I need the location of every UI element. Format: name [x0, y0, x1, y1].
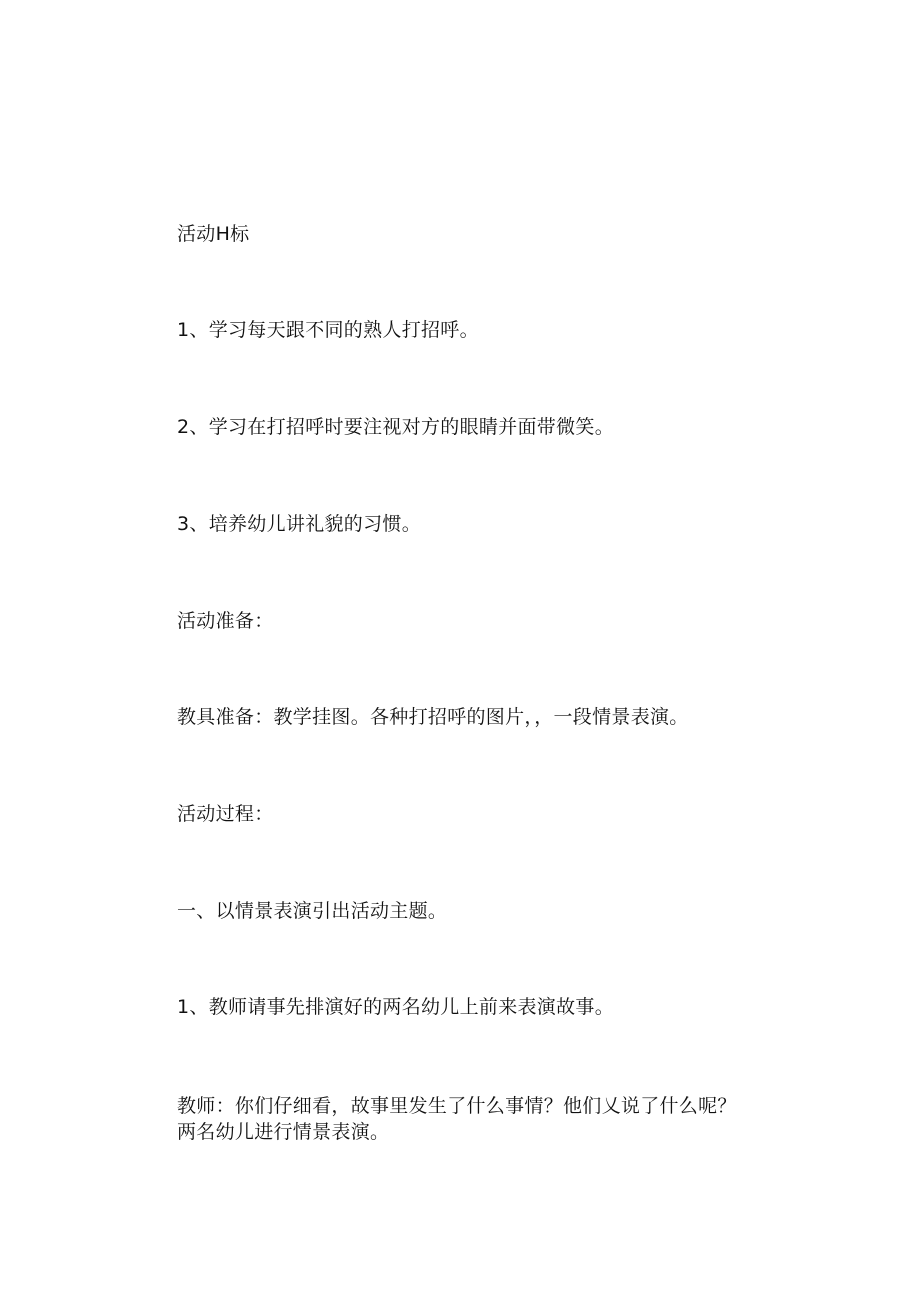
objective-item-1: 1、学习每天跟不同的熟人打招呼。 [177, 319, 479, 341]
objective-item-3: 3、培养幼儿讲礼貌的习惯。 [177, 513, 421, 535]
objectives-heading: 活动H标 [177, 223, 250, 245]
teaching-aids-text: 教具准备：教学挂图。各种打招呼的图片，，一段情景表演。 [177, 706, 689, 728]
objective-item-2: 2、学习在打招呼时要注视对方的眼睛并面带微笑。 [177, 416, 614, 438]
process-step-1-title: 一、以情景表演引出活动主题。 [177, 900, 448, 922]
process-step-1-item-1: 1、教师请事先排演好的两名幼儿上前来表演故事。 [177, 996, 614, 1018]
preparation-heading: 活动准备： [177, 610, 274, 632]
performance-note: 两名幼儿进行情景表演。 [177, 1121, 390, 1143]
teacher-dialogue: 教师：你们仔细看，故事里发生了什么事情？他们乂说了什么呢？ [177, 1095, 737, 1117]
process-heading: 活动过程： [177, 803, 274, 825]
